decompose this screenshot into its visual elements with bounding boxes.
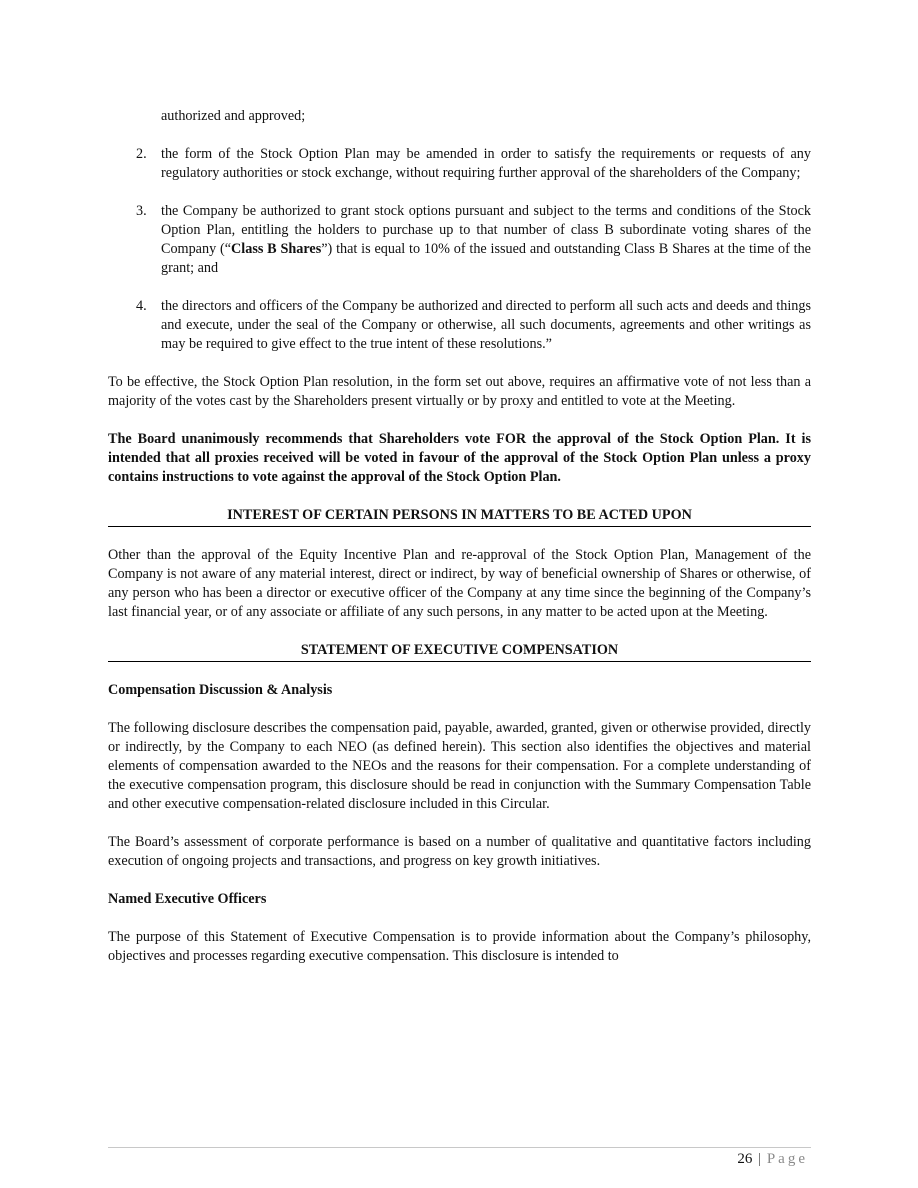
neo-paragraph: The purpose of this Statement of Executive Compensation is to provide information about the Company’s philosophy, objectives and processes regarding executive compensation. This disclosure is intended to bbox=[108, 929, 811, 964]
item-text-before: the Company be authorized to grant stock options pursuant and subject to the terms and conditions of the Stock Option Plan, entitling the holders to purchase up to that number of class B subordinate voting shares of the Company (“ bbox=[161, 203, 811, 257]
board-recommendation: The Board unanimously recommends that Shareholders vote FOR the approval of the Stock Option Plan. It is intended that all proxies received will be voted in favour of the approval of the Stock Option Plan unless a proxy contains instructions to vote against the approval of the Stock Option Plan. bbox=[108, 431, 811, 485]
page-label: Page bbox=[766, 1151, 808, 1167]
item-text: the directors and officers of the Company be authorized and directed to perform all such acts and deeds and things and execute, under the seal of the Company or otherwise, all such documents, agreements and other writings as may be required to give effect to the true intent of these resolutions.” bbox=[161, 298, 811, 352]
item-number: 2. bbox=[136, 146, 147, 162]
item-text bbox=[161, 202, 811, 278]
list-continuation: authorized and approved; bbox=[161, 108, 306, 124]
neo-heading: Named Executive Officers bbox=[108, 891, 267, 907]
footer-divider bbox=[108, 1147, 811, 1148]
cda-paragraph-2: The Board’s assessment of corporate performance is based on a number of qualitative and quantitative factors including execution of ongoing projects and transactions, and progress on key growth initiatives. bbox=[108, 834, 811, 869]
cda-heading: Compensation Discussion & Analysis bbox=[108, 682, 333, 698]
item-number: 3. bbox=[136, 203, 147, 219]
cda-paragraph-1: The following disclosure describes the compensation paid, payable, awarded, granted, given or otherwise provided, directly or indirectly, by the Company to each NEO (as defined herein). This section also identifies the objectives and material elements of compensation awarded to the NEOs and the reasons for their compensation. For a complete understanding of the executive compensation program, this disclosure should be read in conjunction with the Summary Compensation Table and other executive compensation-related disclosure included in this Circular. bbox=[108, 720, 811, 812]
page-number: 26 bbox=[737, 1151, 753, 1167]
resolution-item-3 bbox=[108, 202, 811, 278]
interest-section-heading: INTEREST OF CERTAIN PERSONS IN MATTERS TO BE ACTED UPON bbox=[108, 506, 811, 527]
page-footer bbox=[737, 1151, 808, 1168]
item-text-after: ”) that is equal to 10% of the issued and outstanding Class B Shares at the time of the grant; and bbox=[161, 241, 811, 276]
item-text: the form of the Stock Option Plan may be amended in order to satisfy the requirements or requests of any regulatory authorities or stock exchange, without requiring further approval of the shareholders of the Company; bbox=[161, 146, 811, 181]
page-content bbox=[108, 107, 811, 985]
defined-term: Class B Shares bbox=[231, 241, 322, 257]
compensation-section-heading: STATEMENT OF EXECUTIVE COMPENSATION bbox=[108, 641, 811, 662]
resolution-item-4 bbox=[108, 297, 811, 354]
footer-separator: | bbox=[758, 1151, 762, 1167]
effective-paragraph: To be effective, the Stock Option Plan resolution, in the form set out above, requires an affirmative vote of not less than a majority of the votes cast by the Shareholders present virtually or by proxy and entitled to vote at the Meeting. bbox=[108, 374, 811, 409]
resolution-item-2 bbox=[108, 145, 811, 183]
interest-paragraph: Other than the approval of the Equity Incentive Plan and re-approval of the Stock Option Plan, Management of the Company is not aware of any material interest, direct or indirect, by way of beneficial ownership of Shares or otherwise, of any person who has been a director or executive officer of the Company at any time since the beginning of the Company’s last financial year, or of any associate or affiliate of any such persons, in any matter to be acted upon at the Meeting. bbox=[108, 547, 811, 620]
item-number: 4. bbox=[136, 298, 147, 314]
